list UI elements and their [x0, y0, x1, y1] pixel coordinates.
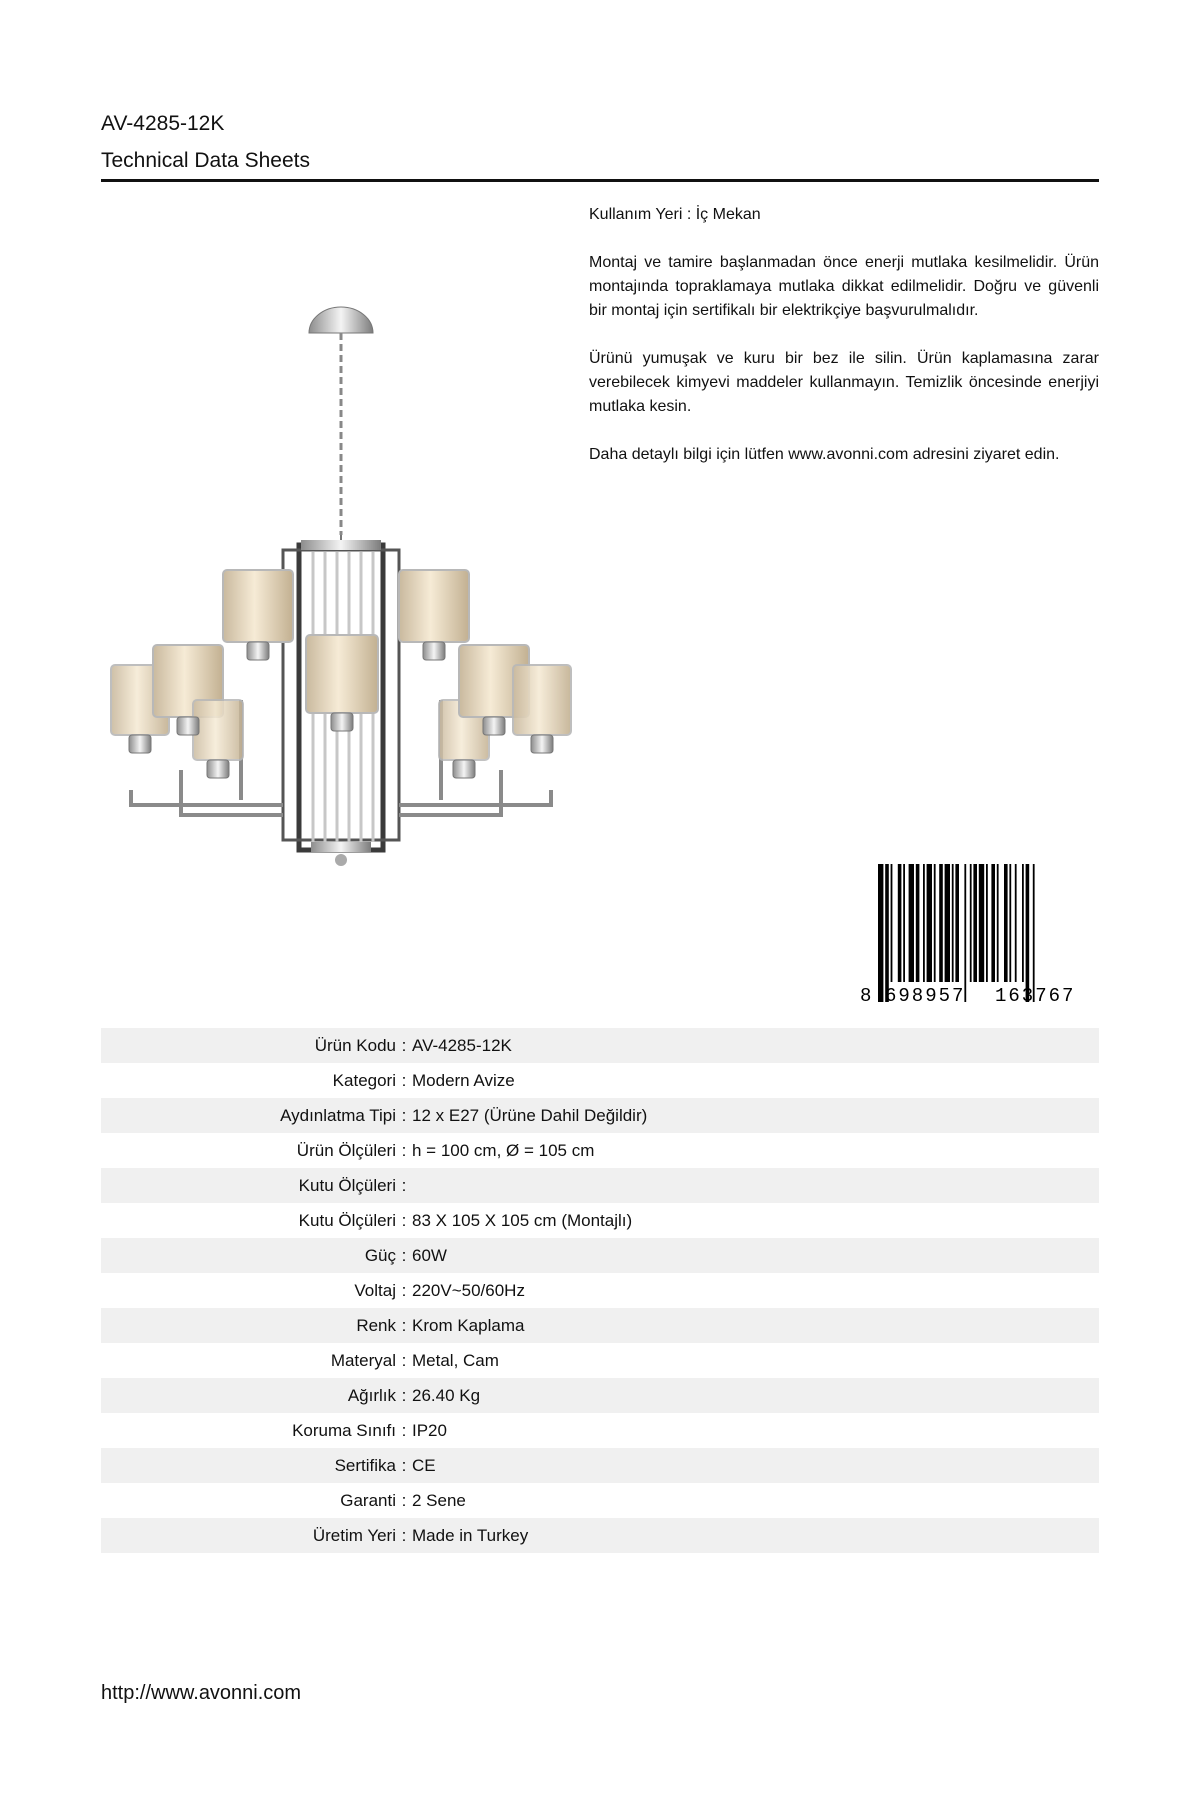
spec-label: Kutu Ölçüleri [298, 1210, 396, 1230]
barcode-bar [991, 864, 995, 982]
barcode-bar [909, 864, 914, 982]
spec-row [101, 1203, 1099, 1238]
spec-label: Ürün Kodu [101, 1028, 396, 1063]
spec-row [101, 1063, 1099, 1098]
spec-row [101, 1448, 1099, 1483]
chandelier-image [101, 200, 581, 960]
spec-value: 83 X 105 X 105 cm (Montajlı) [412, 1210, 633, 1230]
spec-separator: : [401, 1210, 407, 1230]
spec-label: Ürün Ölçüleri [296, 1140, 396, 1160]
barcode-bar [1026, 864, 1030, 1002]
barcode-bar [923, 864, 925, 982]
spec-label: Güç [101, 1238, 396, 1273]
product-code-title: AV-4285-12K [101, 112, 225, 135]
barcode-bar [945, 864, 950, 982]
barcode-bar [934, 864, 936, 982]
barcode-bar [885, 864, 889, 1002]
barcode-bar [986, 864, 988, 982]
barcode-bar [878, 864, 883, 1002]
spec-separator: : [396, 1028, 412, 1063]
spec-row [101, 1273, 1099, 1308]
spec-label: Renk [101, 1308, 396, 1343]
barcode-bar [973, 864, 977, 982]
spec-value: 220V~50/60Hz [412, 1280, 525, 1300]
spec-separator: : [396, 1098, 412, 1133]
spec-row [101, 1133, 1099, 1168]
spec-separator: : [396, 1448, 412, 1483]
safety-paragraph: Montaj ve tamire başlanmadan önce enerji mutlaka kesilmelidir. Ürün montajında topraklamaya mutlaka dikkat edilmelidir. Doğru ve güvenli bir montaj için sertifikalı bir elektrikçiye başvurulmalıdır. [589, 254, 1099, 319]
spec-separator: : [401, 1490, 407, 1510]
barcode-digits-right: 163767 [995, 985, 1076, 1006]
spec-separator: : [396, 1378, 412, 1413]
spec-label: Materyal [330, 1350, 396, 1370]
page-subtitle: Technical Data Sheets [101, 149, 310, 172]
spec-label: Koruma Sınıfı [292, 1420, 396, 1440]
barcode-bar [964, 864, 966, 1002]
spec-value: Metal, Cam [412, 1350, 499, 1370]
spec-row [101, 1518, 1099, 1553]
spec-separator: : [401, 1350, 407, 1370]
barcode-bar [970, 864, 972, 982]
header-rule [101, 179, 1099, 182]
spec-label: Sertifika [101, 1448, 396, 1483]
website-paragraph: Daha detaylı bilgi için lütfen www.avonni.com adresini ziyaret edin. [589, 446, 1060, 463]
spec-separator: : [396, 1518, 412, 1553]
spec-row [101, 1308, 1099, 1343]
footer-url[interactable]: http://www.avonni.com [101, 1682, 302, 1704]
spec-row [101, 1413, 1099, 1448]
barcode-bar [955, 864, 959, 982]
spec-row [101, 1238, 1099, 1273]
usage-location: Kullanım Yeri : İç Mekan [589, 206, 761, 223]
barcode-bar [1033, 864, 1035, 1002]
barcode-bar [979, 864, 984, 982]
spec-row [101, 1378, 1099, 1413]
spec-value: Krom Kaplama [412, 1308, 1099, 1343]
spec-separator: : [396, 1168, 412, 1203]
barcode-bar [1009, 864, 1011, 982]
barcode-bar [1022, 864, 1024, 982]
spec-separator: : [401, 1070, 407, 1090]
barcode-bar [916, 864, 920, 982]
spec-label: Garanti [340, 1490, 396, 1510]
barcode-bar [1015, 864, 1017, 982]
spec-value: 12 x E27 (Ürüne Dahil Değildir) [412, 1098, 1099, 1133]
barcode-bar [939, 864, 943, 982]
barcode-digits-left: 698957 [885, 985, 966, 1006]
barcode-bar [898, 864, 902, 982]
spec-value: CE [412, 1448, 1099, 1483]
info-panel [589, 203, 1099, 491]
spec-separator: : [396, 1308, 412, 1343]
spec-value: 26.40 Kg [412, 1378, 1099, 1413]
spec-row [101, 1028, 1099, 1063]
barcode [858, 864, 1100, 1006]
spec-label: Kategori [332, 1070, 396, 1090]
spec-label: Voltaj [354, 1280, 396, 1300]
spec-row [101, 1483, 1099, 1518]
barcode-bars [878, 864, 1035, 1002]
barcode-digit-lead: 8 [860, 985, 872, 1006]
spec-separator: : [401, 1280, 407, 1300]
barcode-bar [903, 864, 905, 982]
spec-value: 2 Sene [412, 1490, 466, 1510]
barcode-bar [891, 864, 893, 982]
spec-row [101, 1168, 1099, 1203]
spec-value: h = 100 cm, Ø = 105 cm [412, 1140, 595, 1160]
spec-label: Aydınlatma Tipi [101, 1098, 396, 1133]
spec-row [101, 1343, 1099, 1378]
spec-separator: : [401, 1420, 407, 1440]
barcode-bar [927, 864, 932, 982]
spec-value: Made in Turkey [412, 1518, 1099, 1553]
spec-label: Kutu Ölçüleri [101, 1168, 396, 1203]
spec-label: Üretim Yeri [101, 1518, 396, 1553]
barcode-bar [1004, 864, 1008, 982]
spec-value: Modern Avize [412, 1070, 515, 1090]
spec-separator: : [401, 1140, 407, 1160]
spec-separator: : [396, 1238, 412, 1273]
barcode-bar [997, 864, 999, 982]
spec-value: 60W [412, 1238, 1099, 1273]
barcode-bar [952, 864, 954, 982]
care-paragraph: Ürünü yumuşak ve kuru bir bez ile silin. Ürün kaplamasına zarar verebilecek kimyevi maddeler kullanmayın. Temizlik öncesinde enerjiyi mutlaka kesin. [589, 350, 1099, 415]
spec-table [101, 1028, 1099, 1553]
spec-value: AV-4285-12K [412, 1028, 1099, 1063]
spec-label: Ağırlık [101, 1378, 396, 1413]
spec-value [412, 1168, 1099, 1203]
spec-row [101, 1098, 1099, 1133]
spec-value: IP20 [412, 1420, 447, 1440]
